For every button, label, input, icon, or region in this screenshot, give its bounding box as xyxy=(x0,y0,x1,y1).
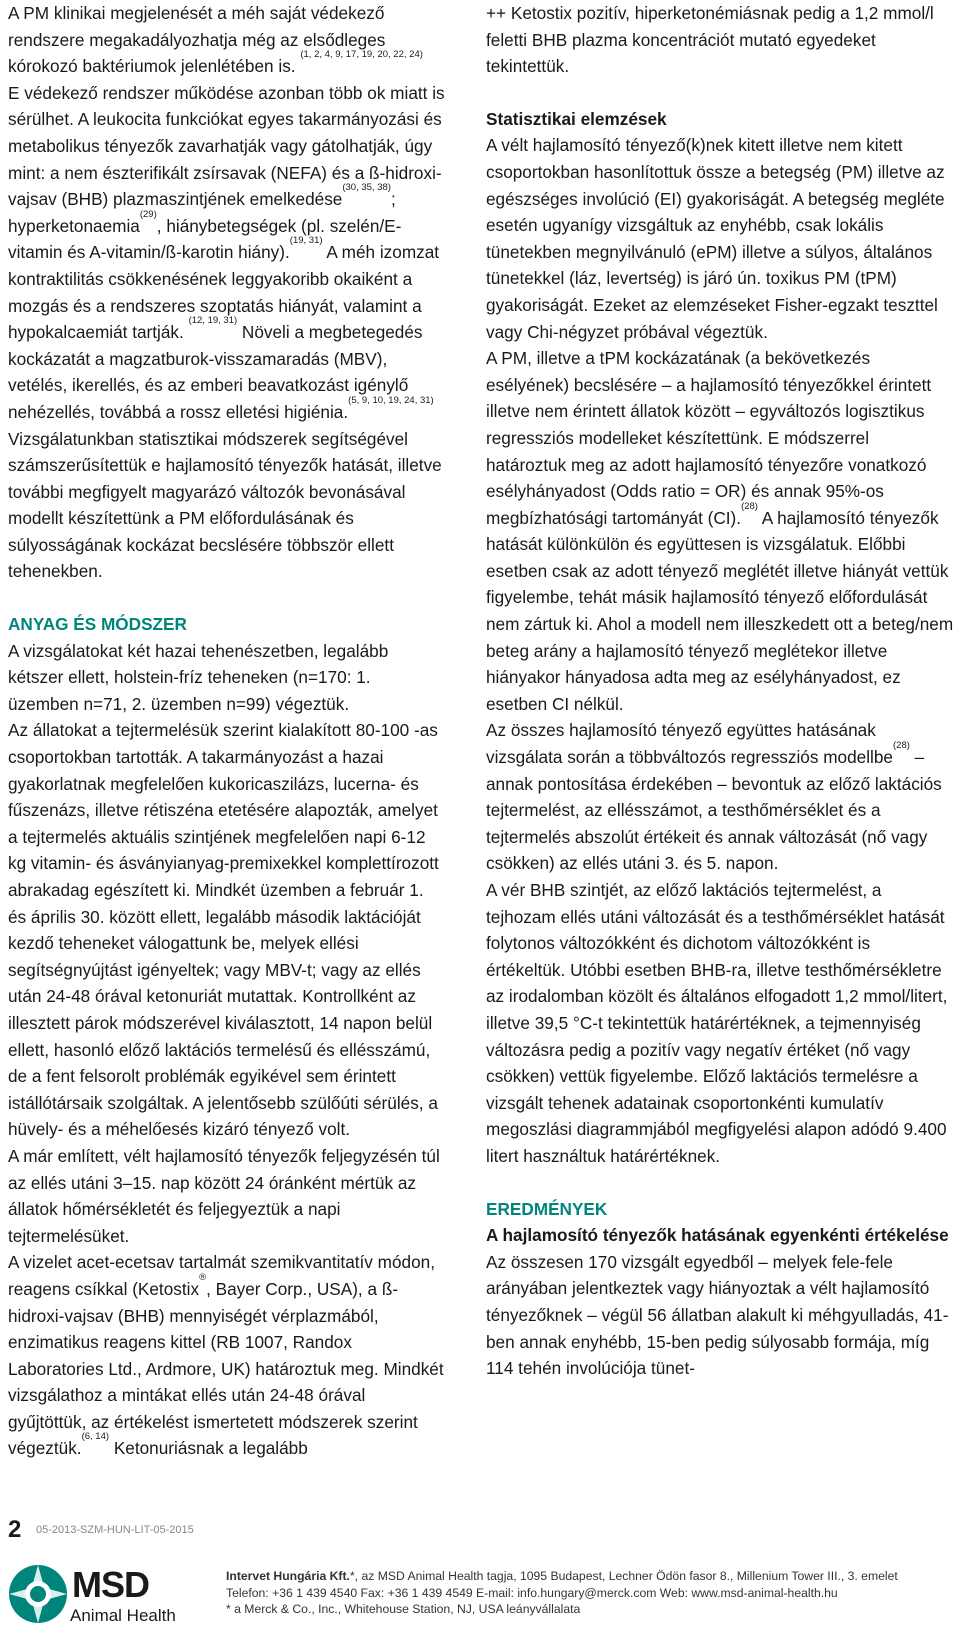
footer xyxy=(0,1556,960,1629)
paragraph-stat-2: A PM, illetve a tPM kockázatának (a bekövetkezés esélyének) becslésére – a hajlamosító tényezőkkel érintett illetve nem érintett állatok között – egyváltozós logisztikus regressziós modelleket készítettünk. E módszerrel határoztuk meg az adott hajlamosító tényezőre vonatkozó esélyhányadost (Odds ratio = OR) és annak 95%-os megbízhatósági tartományát (CI).$^{(28)}$ A hajlamosító tényezők hatását különkülön és együttesen is vizsgálatuk. Előbbi esetben csak az adott tényező meglétét illetve hiányát vettük figyelembe, tehát másik hajlamosító tényező előfordulását nem zártuk ki. Ahol a modell nem illeszkedett ott a beteg/nem beteg arány a hajlamosító tényező meglétekor illetve hiányakor hányadosa adta meg az esélyhányadost, ez esetben CI nélkül. xyxy=(486,348,954,714)
paragraph-stat-3: Az összes hajlamosító tényező együttes hatásának vizsgálata során a többváltozós regressziós modellbe$^{(28)}$ – annak pontosítása érdekében – bevontuk az előző laktációs tejtermelést, az ellésszámot, a testhőmérséklet és a tejtermelés abszolút értékeit és annak változását (nő vagy csökken) az ellés utáni 3. és 5. napon. xyxy=(486,720,942,874)
subheading-results: A hajlamosító tényezők hatásának egyenkénti értékelése xyxy=(486,1225,949,1246)
paragraph-methods-4: A vizelet acet-ecetsav tartalmát szemikvantitatív módon, reagens csíkkal (Ketostix®, Bayer Corp., USA), a ß-hidroxi-vajsav (BHB) mennyiségét vérplazmából, enzimatikus reagens kittel (RB 1007, Randox Laboratories Ltd., Ardmore, UK) határoztuk meg. Mindkét vizsgálathoz a mintákat ellés után 24-48 órával gyűjtöttük, az értékelést ismertetett módszerek szerint végeztük.$^{(6, 14)}$ Ketonuriásnak a legalább xyxy=(8,1252,444,1459)
paragraph-stat-4: A vér BHB szintjét, az előző laktációs tejtermelést, a tejhozam ellés utáni változását és a testhőmérséklet hatását folytonos változókként és dichotom változókként is értékeltük. Utóbbi esetben BHB-ra, illetve testhőmérsékletre az irodalomban közölt és általános elfogadott 1,2 mmol/litert, illetve 39,5 °C-t tekintettük határértéknek, a tejmennyiség változásra pedig a pozitív vagy negatív értéket (nő vagy csökken) vettük figyelembe. Előző laktációs termelésre a vizsgált tehenek adatainak csoportonkénti kumulatív megoszlási diagrammjából megfigyelési alapon adódó 9.400 litert használtuk határértéknek. xyxy=(486,880,948,1166)
paragraph-methods-2: Az állatokat a tejtermelésük szerint kialakított 80-100 -as csoportokban tartották. A takarmányozást a hazai gyakorlatnak megfelelően kukoricaszilázs, lucerna- és fűszenázs, illetve rétiszéna etetésére alapozták, amelyet a tejtermelés aktuális szintjének megfelelően napi 6-12 kg vitamin- és ásványianyag-premixekkel komplettírozott abrakadag egészített ki. Mindkét üzemben a február 1. és április 30. között ellett, legalább második laktációját kezdő teheneket válogattunk be, melyek ellési segítségnyújtást igényeltek; vagy MBV-t; vagy az ellés után 24-48 órával ketonuriát mutattak. Kontrollként az illesztett párok módszerével kiválasztott, 14 napon belül ellett, hasonló előző laktációs termelésű és ellésszámú, de a fent felsorolt problémák egyikével sem érintett istállótársaik szolgáltak. A jelentősebb szülőúti sérülés, a hüvely- és a méhelőesés kizáró tényező volt. xyxy=(8,720,439,1140)
paragraph-results-1: Az összesen 170 vizsgált egyedből – melyek fele-fele arányában jelentkeztek vagy hiányoztak a vélt hajlamosító tényezőknek – végül 56 állatban alakult ki méhgyulladás, 41-ben annak enyhébb, 15-ben pedig súlyosabb formája, míg 114 tehén involúciója tünet- xyxy=(486,1251,949,1379)
subheading-statistics: Statisztikai elemzések xyxy=(486,108,667,129)
page-number: 2 xyxy=(8,1516,22,1543)
footer-line-3: * a Merck & Co., Inc., Whitehouse Station, NJ, USA leányvállalata xyxy=(226,1602,581,1616)
logo-subtitle: Animal Health xyxy=(70,1606,176,1625)
footer-line-2: Telefon: +36 1 439 4540 Fax: +36 1 439 4549 E-mail: info.hungary@merck.com Web: www.msd-animal-health.hu xyxy=(226,1585,838,1600)
section-heading-methods: ANYAG ÉS MÓDSZER xyxy=(8,614,187,635)
paragraph-ketostix: ++ Ketostix pozitív, hiperketonémiásnak pedig a 1,2 mmol/l feletti BHB plazma koncentrációt mutató egyedeket tekintettük. xyxy=(486,3,934,77)
logo-wordmark: MSD xyxy=(72,1564,149,1605)
document-code: 05-2013-SZM-HUN-LIT-05-2015 xyxy=(36,1524,194,1536)
paragraph-methods-1: A vizsgálatokat két hazai tehenészetben, legalább kétszer ellett, holstein-fríz teheneken (n=170: 1. üzemben n=71, 2. üzemben n=99) végeztük. xyxy=(8,640,389,714)
paragraph-intro: A PM klinikai megjelenését a méh saját védekező rendszere megakadályozhatja még az elsődleges kórokozó baktériumok jelenlétében is. $^{(1, 2, 4, 9, 17, 19, 20, 22, 24)}$ xyxy=(8,3,423,77)
paragraph-aim: Vizsgálatunkban statisztikai módszerek segítségével számszerűsítettük e hajlamosító tényezők hatását, illetve további megfigyelt magyarázó változók bevonásával modellt készítettünk a PM előfordulásának és súlyosságának kockázat becslésére többször ellett tehenekben. xyxy=(8,428,442,582)
msd-logo-icon xyxy=(8,1564,68,1624)
left-column xyxy=(8,0,446,1462)
section-heading-results: EREDMÉNYEK xyxy=(486,1198,608,1219)
paragraph-methods-3: A már említett, vélt hajlamosító tényezők feljegyzésén túl az ellés utáni 3–15. nap között 24 óránként mértük az állatok hőmérsékletét és feljegyeztük a napi tejtermelésüket. xyxy=(8,1145,440,1246)
footer-line-1: Intervet Hungária Kft.*, az MSD Animal Health tagja, 1095 Budapest, Lechner Ödön fasor 8., Millenium Tower III., 3. emelet xyxy=(226,1569,898,1583)
footer-contact xyxy=(226,1568,956,1618)
paragraph-defense: E védekező rendszer működése azonban több ok miatt is sérülhet. A leukocita funkciókat egyes takarmányozási és metabolikus tényezők zavarhatják vagy gátolhatják, úgy mint: a nem észterifikált zsírsavak (NEFA) és a ß-hidroxi-vajsav (BHB) plazmaszintjének emelkedése$^{(30, 35, 38)}$; hyperketonaemia$^{(29)}$, hiánybetegségek (pl. szelén/E-vitamin és A-vitamin/ß-karotin hiány).$^{(19, 31)}$ A méh izomzat kontraktilitás csökkenésének leggyakoribb okaiként a mozgás és a rendszeres szoptatás hiányát, valamint a hypokalcaemiát tartják. $^{(12, 19, 31)}$ Növeli a megbetegedés kockázatát a magzatburok-visszamaradás (MBV), vetélés, ikerellés, és az emberi beavatkozást igénylő nehézellés, továbbá a rossz elletési higiénia.$^{(5, 9, 10, 19, 24, 31)}$ xyxy=(8,82,445,422)
right-column xyxy=(486,0,954,1382)
paragraph-stat-1: A vélt hajlamosító tényező(k)nek kitett illetve nem kitett csoportokban hasonlítottuk össze a betegség (PM) illetve az egészséges involúció (EI) gyakoriságát. A betegség megléte esetén ugyanígy vizsgáltuk az enyhébb, csak lokális tünetekben megnyilvánuló (ePM) illetve a súlyos, általános tünetekkel (láz, levertség) is járó ún. toxikus PM (tPM) gyakoriságát. Ezeket az elemzéseket Fisher-egzakt teszttel vagy Chi-négyzet próbával végeztük. xyxy=(486,135,945,342)
